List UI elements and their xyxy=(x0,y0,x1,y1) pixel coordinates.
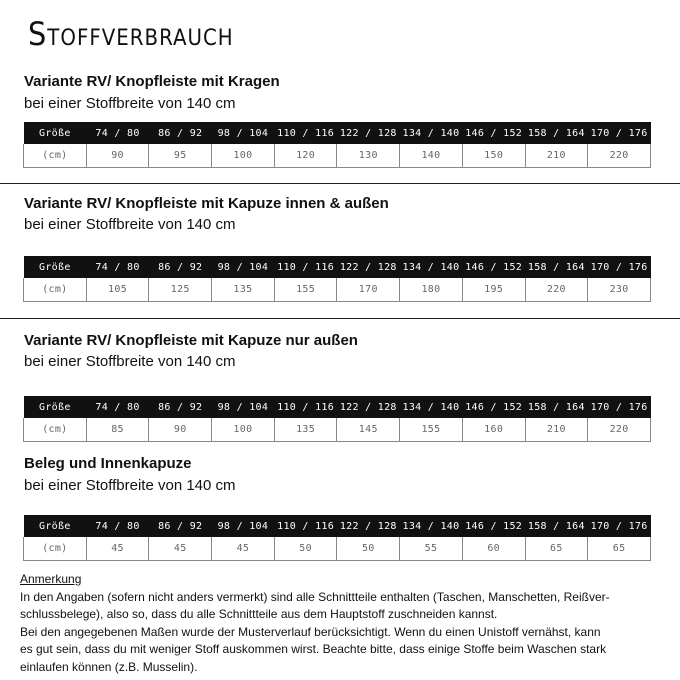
size-cell: 146 / 152 xyxy=(462,396,525,418)
size-header-row xyxy=(24,122,651,144)
fabric-value-cell: 135 xyxy=(212,278,275,302)
section-title: Variante RV/ Knopfleiste mit Kapuze nur außen xyxy=(24,332,358,349)
size-label-cell: Größe xyxy=(24,122,87,144)
size-cell: 146 / 152 xyxy=(462,256,525,278)
size-cell: 146 / 152 xyxy=(462,515,525,537)
section-divider xyxy=(0,318,680,319)
unit-label-cell: (cm) xyxy=(24,418,87,442)
size-cell: 170 / 176 xyxy=(588,256,651,278)
size-cell: 134 / 140 xyxy=(400,122,463,144)
size-cell: 158 / 164 xyxy=(525,122,588,144)
fabric-value-cell: 220 xyxy=(588,144,651,168)
fabric-value-cell: 90 xyxy=(86,144,149,168)
fabric-value-cell: 210 xyxy=(525,418,588,442)
fabric-value-cell: 45 xyxy=(86,537,149,561)
size-cell: 98 / 104 xyxy=(212,256,275,278)
size-cell: 110 / 116 xyxy=(274,256,337,278)
fabric-value-cell: 230 xyxy=(588,278,651,302)
fabric-value-row xyxy=(24,537,651,561)
size-table xyxy=(23,396,651,442)
size-cell: 110 / 116 xyxy=(274,122,337,144)
size-cell: 74 / 80 xyxy=(86,122,149,144)
fabric-value-cell: 45 xyxy=(212,537,275,561)
note-block xyxy=(20,571,670,676)
fabric-value-cell: 130 xyxy=(337,144,400,168)
fabric-value-row xyxy=(24,144,651,168)
fabric-value-cell: 160 xyxy=(462,418,525,442)
fabric-value-cell: 120 xyxy=(274,144,337,168)
fabric-value-cell: 65 xyxy=(588,537,651,561)
size-table xyxy=(23,122,651,168)
note-line: schlussbelege), also so, dass du alle Schnittteile aus dem Hauptstoff zuschneiden kannst. xyxy=(20,607,498,621)
size-cell: 158 / 164 xyxy=(525,256,588,278)
size-cell: 86 / 92 xyxy=(149,396,212,418)
size-cell: 122 / 128 xyxy=(337,122,400,144)
size-cell: 122 / 128 xyxy=(337,396,400,418)
size-cell: 74 / 80 xyxy=(86,396,149,418)
size-cell: 134 / 140 xyxy=(400,515,463,537)
size-cell: 110 / 116 xyxy=(274,515,337,537)
fabric-value-cell: 150 xyxy=(462,144,525,168)
size-label-cell: Größe xyxy=(24,256,87,278)
size-cell: 86 / 92 xyxy=(149,122,212,144)
fabric-value-cell: 145 xyxy=(337,418,400,442)
fabric-value-cell: 60 xyxy=(462,537,525,561)
fabric-value-row xyxy=(24,418,651,442)
fabric-value-cell: 140 xyxy=(400,144,463,168)
size-table xyxy=(23,256,651,302)
fabric-value-cell: 50 xyxy=(274,537,337,561)
size-cell: 170 / 176 xyxy=(588,515,651,537)
fabric-value-cell: 55 xyxy=(400,537,463,561)
section-title: Beleg und Innenkapuze xyxy=(24,455,192,472)
fabric-value-cell: 105 xyxy=(86,278,149,302)
page-title: Stoffverbrauch xyxy=(28,15,234,53)
fabric-value-cell: 125 xyxy=(149,278,212,302)
fabric-value-cell: 45 xyxy=(149,537,212,561)
size-cell: 170 / 176 xyxy=(588,396,651,418)
size-cell: 74 / 80 xyxy=(86,515,149,537)
fabric-value-cell: 170 xyxy=(337,278,400,302)
size-table xyxy=(23,515,651,561)
size-cell: 158 / 164 xyxy=(525,396,588,418)
size-label-cell: Größe xyxy=(24,396,87,418)
fabric-value-cell: 50 xyxy=(337,537,400,561)
section-divider xyxy=(0,183,680,184)
size-cell: 110 / 116 xyxy=(274,396,337,418)
section-subtitle: bei einer Stoffbreite von 140 cm xyxy=(24,353,236,370)
size-cell: 122 / 128 xyxy=(337,515,400,537)
fabric-value-cell: 100 xyxy=(212,144,275,168)
fabric-value-cell: 210 xyxy=(525,144,588,168)
note-line: In den Angaben (sofern nicht anders vermerkt) sind alle Schnittteile enthalten (Taschen, Manschetten, Reißver- xyxy=(20,589,610,604)
note-line: es gut sein, dass du mit weniger Stoff auskommen wirst. Beachte bitte, dass einige Stoffe beim Waschen stark xyxy=(20,642,607,656)
size-cell: 146 / 152 xyxy=(462,122,525,144)
size-cell: 86 / 92 xyxy=(149,515,212,537)
note-heading: Anmerkung xyxy=(20,572,82,586)
size-cell: 86 / 92 xyxy=(149,256,212,278)
size-header-row xyxy=(24,396,651,418)
size-cell: 170 / 176 xyxy=(588,122,651,144)
fabric-value-cell: 155 xyxy=(274,278,337,302)
section-subtitle: bei einer Stoffbreite von 140 cm xyxy=(24,216,236,233)
fabric-value-cell: 135 xyxy=(274,418,337,442)
size-cell: 74 / 80 xyxy=(86,256,149,278)
unit-label-cell: (cm) xyxy=(24,537,87,561)
size-cell: 98 / 104 xyxy=(212,122,275,144)
fabric-value-cell: 155 xyxy=(400,418,463,442)
note-line: Bei den angegebenen Maßen wurde der Musterverlauf berücksichtigt. Wenn du einen Unistoff vernähst, kann xyxy=(20,624,601,639)
fabric-value-cell: 85 xyxy=(86,418,149,442)
fabric-value-cell: 95 xyxy=(149,144,212,168)
size-header-row xyxy=(24,256,651,278)
fabric-value-row xyxy=(24,278,651,302)
unit-label-cell: (cm) xyxy=(24,278,87,302)
size-cell: 98 / 104 xyxy=(212,515,275,537)
note-line: einlaufen können (z.B. Musselin). xyxy=(20,659,198,674)
fabric-value-cell: 220 xyxy=(525,278,588,302)
fabric-value-cell: 90 xyxy=(149,418,212,442)
section-title: Variante RV/ Knopfleiste mit Kapuze innen & außen xyxy=(24,195,389,212)
size-cell: 134 / 140 xyxy=(400,256,463,278)
size-cell: 134 / 140 xyxy=(400,396,463,418)
section-subtitle: bei einer Stoffbreite von 140 cm xyxy=(24,95,236,112)
size-label-cell: Größe xyxy=(24,515,87,537)
size-cell: 158 / 164 xyxy=(525,515,588,537)
fabric-value-cell: 195 xyxy=(462,278,525,302)
fabric-value-cell: 220 xyxy=(588,418,651,442)
size-cell: 98 / 104 xyxy=(212,396,275,418)
size-cell: 122 / 128 xyxy=(337,256,400,278)
section-subtitle: bei einer Stoffbreite von 140 cm xyxy=(24,477,236,494)
fabric-value-cell: 100 xyxy=(212,418,275,442)
unit-label-cell: (cm) xyxy=(24,144,87,168)
fabric-value-cell: 180 xyxy=(400,278,463,302)
fabric-value-cell: 65 xyxy=(525,537,588,561)
section-title: Variante RV/ Knopfleiste mit Kragen xyxy=(24,73,280,90)
size-header-row xyxy=(24,515,651,537)
